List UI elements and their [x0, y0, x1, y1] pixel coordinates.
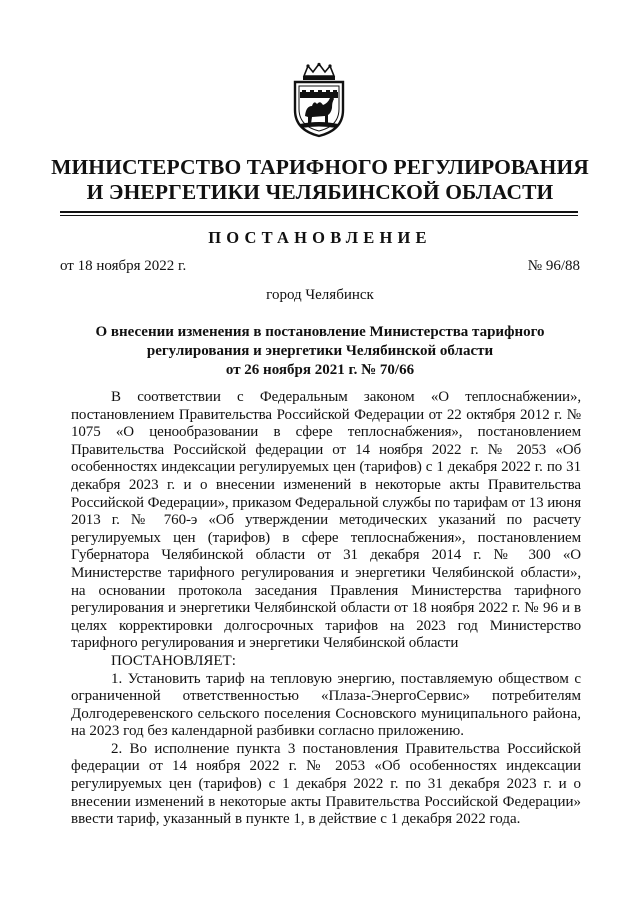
subject-line-1: О внесении изменения в постановление Министерства тарифного: [95, 324, 545, 340]
document-body: [71, 389, 581, 829]
ministry-name-line-1: МИНИСТЕРСТВО ТАРИФНОГО РЕГУЛИРОВАНИЯ: [51, 155, 589, 179]
document-type: ПОСТАНОВЛЕНИЕ: [208, 228, 432, 247]
header-divider: [60, 211, 578, 213]
document-date: от 18 ноября 2022 г.: [60, 258, 187, 274]
document-subject: [80, 323, 560, 380]
document-number: № 96/88: [527, 258, 580, 274]
ministry-name: [40, 155, 600, 205]
ministry-name-line-2: И ЭНЕРГЕТИКИ ЧЕЛЯБИНСКОЙ ОБЛАСТИ: [86, 180, 554, 204]
item-2-paragraph: 2. Во исполнение пункта 3 постановления Правительства Российской федерации от 14 ноября 2022 г. № 2053 «Об особенностях индексации регулируемых цен (тарифов) с 1 декабря 2022 г. по 31 декабря 2023 г. и о внесении изменений в некоторые акты Правительства Российской Федерации» ввести тариф, указанный в пункте 1, в действие с 1 декабря 2022 года.: [71, 740, 581, 828]
header-divider-thin: [60, 215, 578, 216]
subject-line-2: регулирования и энергетики Челябинской области: [146, 343, 494, 359]
chelyabinsk-coat-of-arms-icon: [286, 62, 352, 138]
subject-line-3: от 26 ноября 2021 г. № 70/66: [225, 362, 415, 378]
resolves-heading: ПОСТАНОВЛЯЕТ:: [111, 652, 236, 669]
preamble-paragraph: В соответствии с Федеральным законом «О теплоснабжении», постановлением Правительства Российской Федерации от 22 октября 2012 г. № 1075 «О ценообразовании в сфере теплоснабжения», постановлением Правительства Российской федерации от 14 ноября 2022 г. № 2053 «Об особенностях индексации регулируемых цен (тарифов) с 1 декабря 2022 г. по 31 декабря 2023 г. и о внесении изменений в некоторые акты Правительства Российской Федерации», приказом Федеральной службы по тарифам от 13 июня 2013 г. № 760-э «Об утверждении методических указаний по расчету регулируемых цен (тарифов) в сфере теплоснабжения», постановлением Губернатора Челябинской области от 31 декабря 2014 г. № 300 «О Министерстве тарифного регулирования и энергетики Челябинской области», на основании протокола заседания Правления Министерства тарифного регулирования и энергетики Челябинской области от 18 ноября 2022 г. № 96 и в целях корректировки долгосрочных тарифов на 2023 год Министерство тарифного регулирования и энергетики Челябинской области: [71, 389, 581, 652]
document-city: город Челябинск: [266, 287, 374, 303]
item-1-paragraph: 1. Установить тариф на тепловую энергию, поставляемую обществом с ограниченной ответственностью «Плаза-ЭнергоСервис» потребителям Долгодеревенского сельского поселения Сосновского муниципального района, на 2023 год без календарной разбивки согласно приложению.: [71, 670, 581, 740]
